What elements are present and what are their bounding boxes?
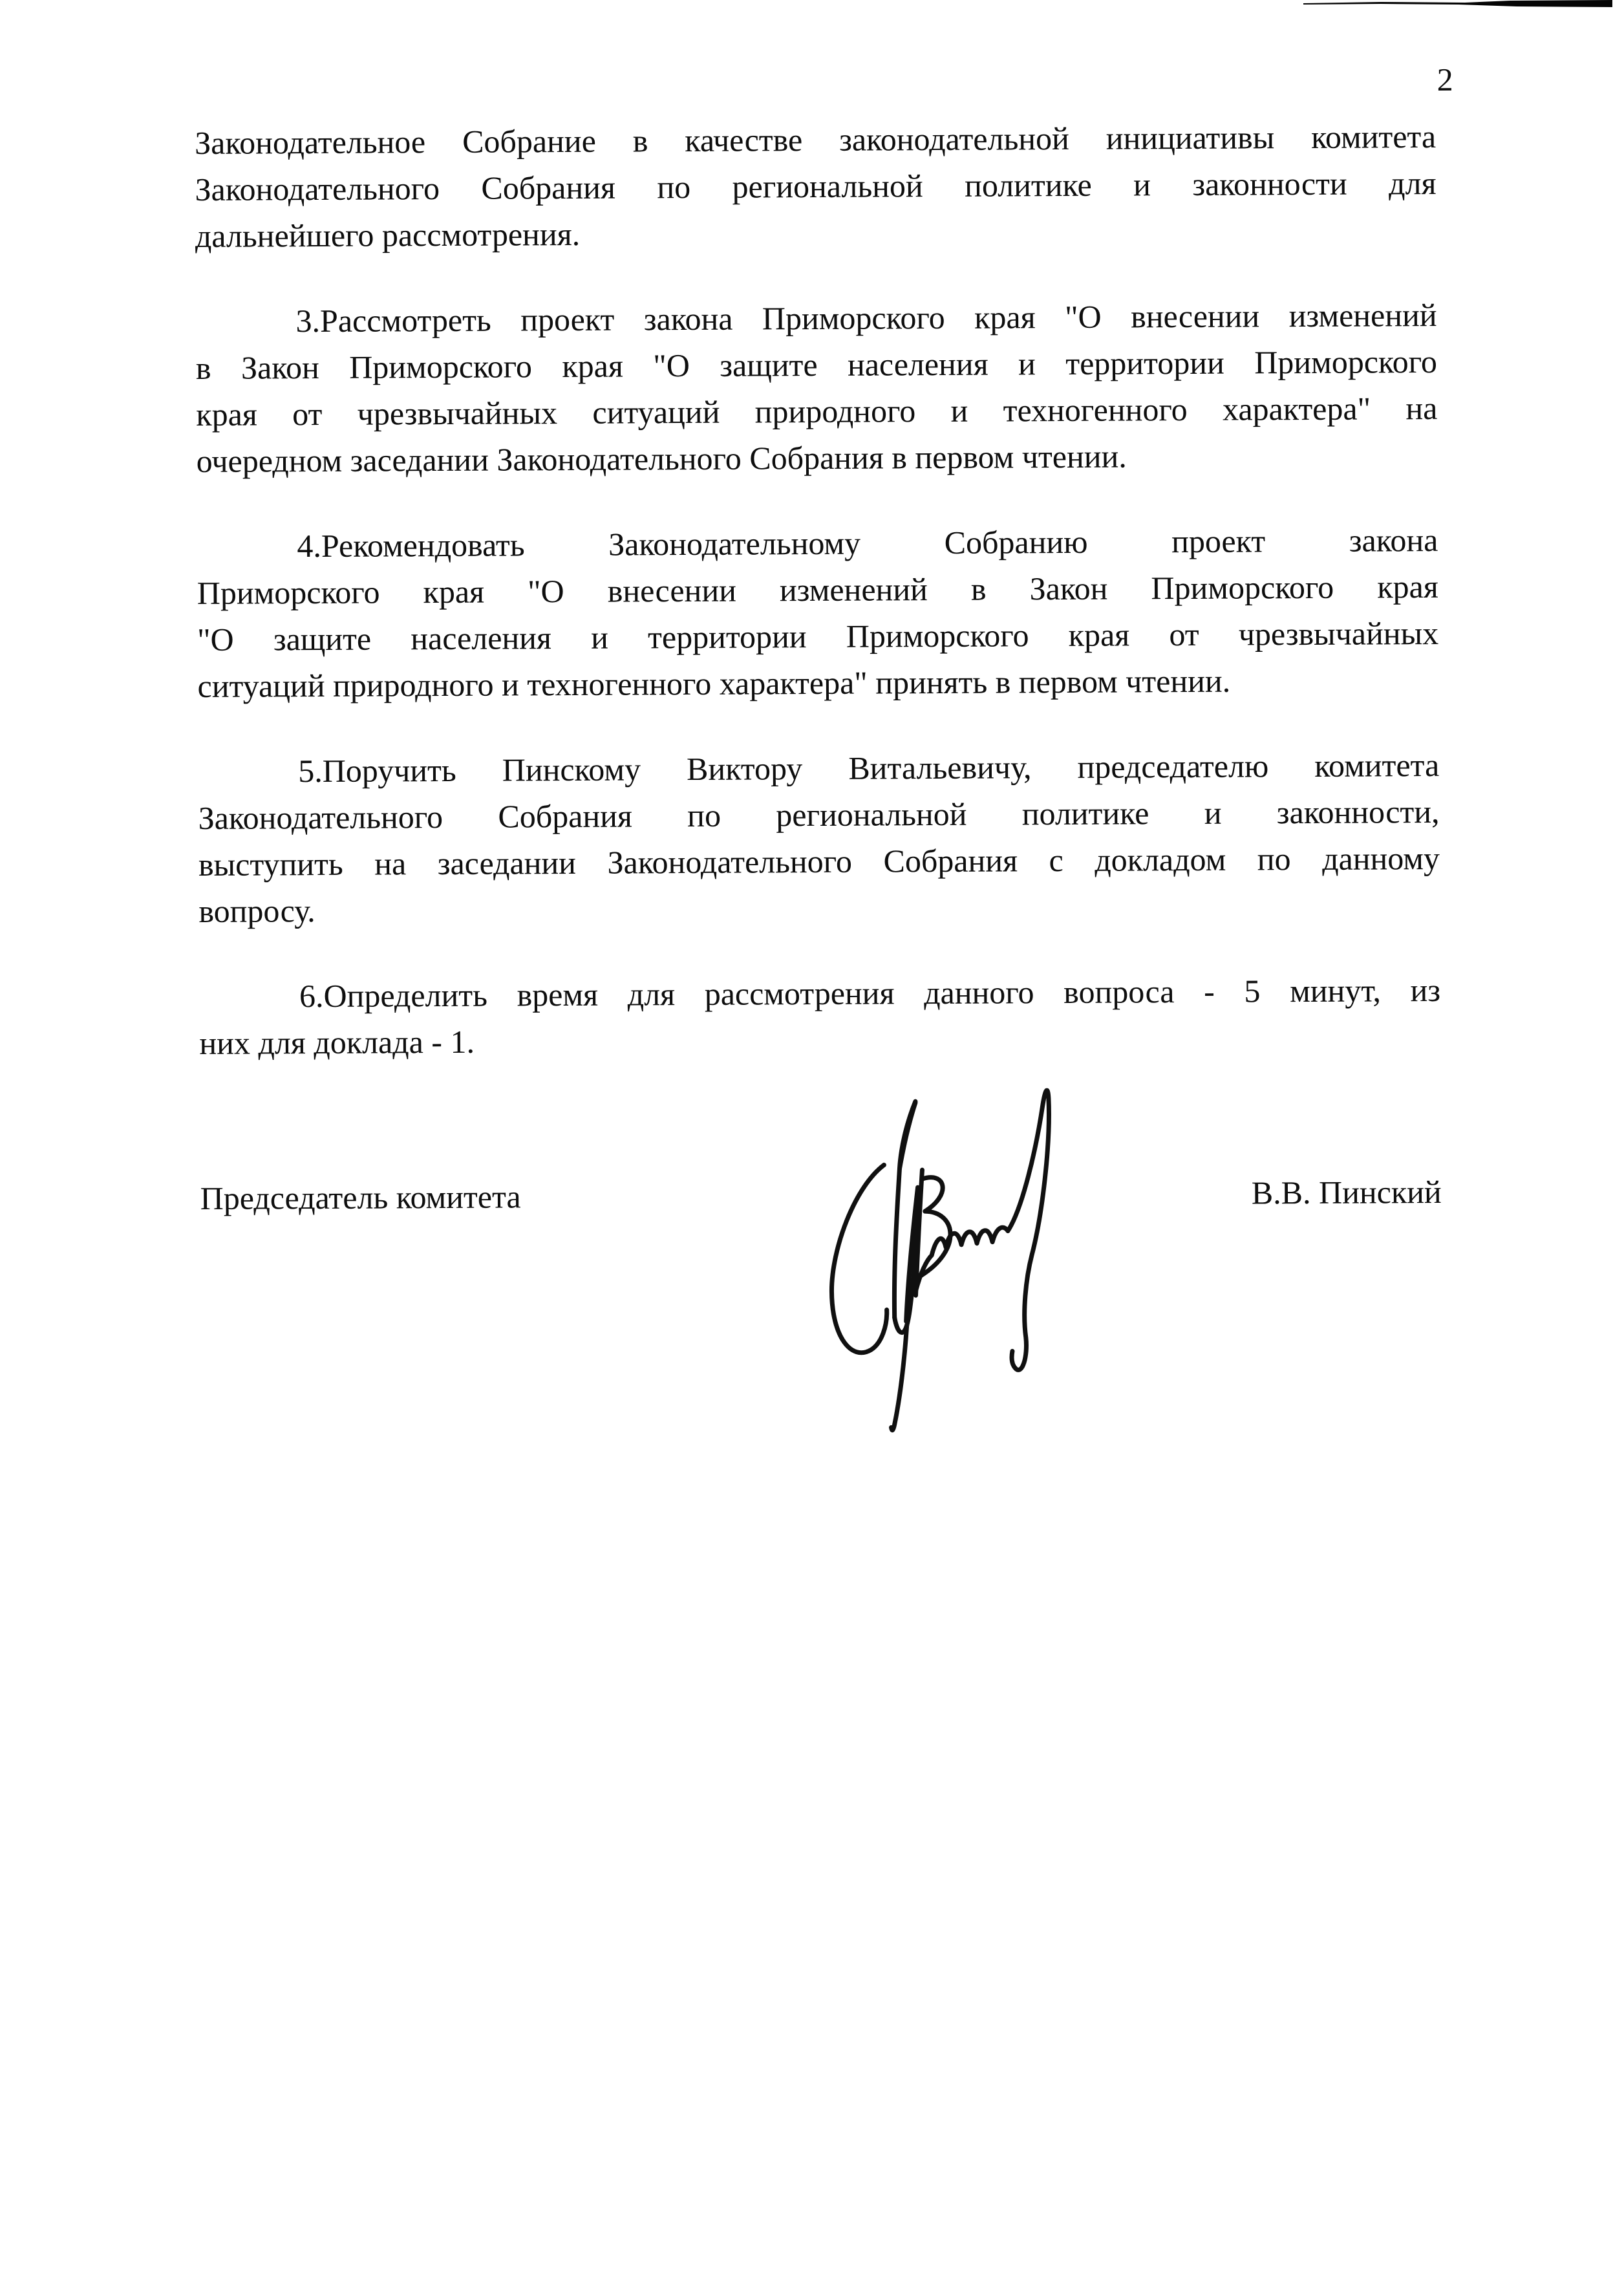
text-line: Законодательного Собрания по региональной политике и законности, <box>198 793 1440 836</box>
text-line: ситуаций природного и техногенного характера" принять в первом чтении. <box>197 662 1231 704</box>
text-line: 5.Поручить Пинскому Виктору Витальевичу, председателю комитета <box>298 746 1440 790</box>
signature-image <box>807 1061 1120 1438</box>
paragraph <box>195 113 1437 259</box>
text-line: дальнейшего рассмотрения. <box>195 215 581 255</box>
text-line: Законодательного Собрания по региональной политике и законности для <box>195 164 1437 208</box>
page-number: 2 <box>1437 61 1453 98</box>
text-line: в Закон Приморского края "О защите населения и территории Приморского <box>195 343 1438 386</box>
text-line: края от чрезвычайных ситуаций природного и техногенного характера" на <box>196 389 1438 433</box>
text-line: очередном заседании Законодательного Собрания в первом чтении. <box>196 438 1127 479</box>
text-line: вопросу. <box>198 892 315 929</box>
document-body <box>195 113 1441 1105</box>
text-line: них для доклада - 1. <box>199 1023 475 1061</box>
text-line: выступить на заседании Законодательного Собрания с докладом по данному <box>198 839 1440 883</box>
text-line: 6.Определить время для рассмотрения данного вопроса - 5 минут, из <box>299 971 1441 1015</box>
text-line: "О защите населения и территории Приморского края от чрезвычайных <box>197 614 1439 658</box>
paragraph <box>198 742 1440 934</box>
paragraph <box>197 517 1438 709</box>
text-line: 3.Рассмотреть проект закона Приморского края "О внесении изменений <box>295 296 1437 340</box>
text-line: Законодательное Собрание в качестве законодательной инициативы комитета <box>194 118 1437 162</box>
signatory-role: Председатель комитета <box>200 1178 521 1216</box>
signatory-name: В.В. Пинский <box>1251 1173 1442 1211</box>
text-line: Приморского края "О внесении изменений в Закон Приморского края <box>197 568 1438 611</box>
text-line: 4.Рекомендовать Законодательному Собранию проект закона <box>297 521 1438 565</box>
paragraph <box>199 967 1441 1066</box>
paragraph <box>195 292 1437 484</box>
